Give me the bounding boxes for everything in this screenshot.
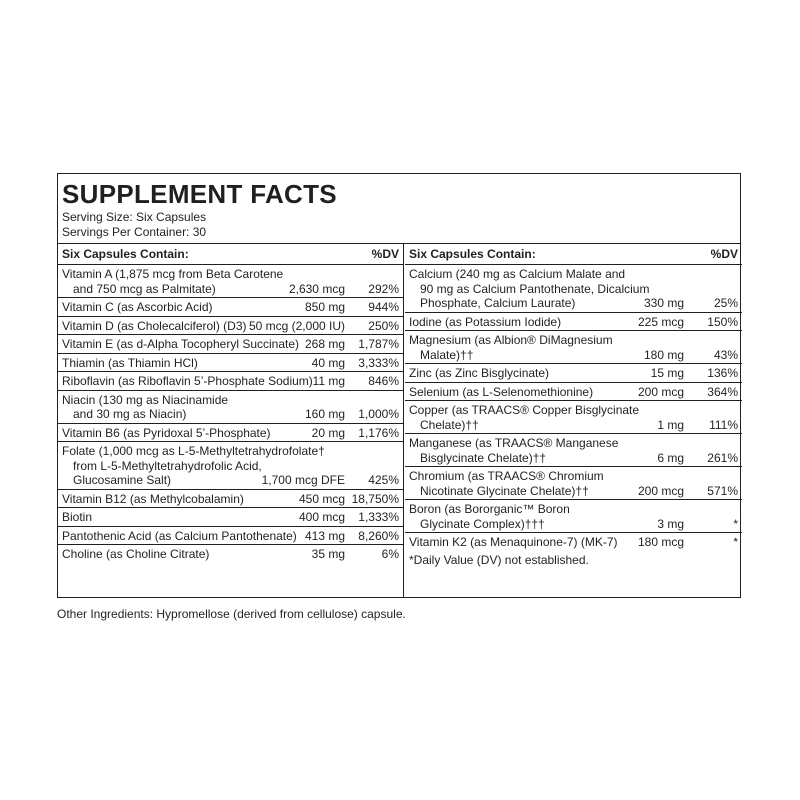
nutrient-daily-value: 3,333%: [358, 355, 399, 370]
nutrient-amount: 6 mg: [657, 450, 684, 465]
nutrient-daily-value: 425%: [368, 473, 399, 487]
left-header-label: Six Capsules Contain:: [62, 247, 189, 261]
nutrient-daily-value: 136%: [707, 366, 738, 380]
nutrient-name-line: Glucosamine Salt): [73, 473, 172, 487]
nutrient-name-line: Choline (as Choline Citrate): [62, 547, 210, 561]
nutrient-row: [58, 508, 403, 527]
nutrient-daily-value: 1,787%: [358, 337, 399, 351]
nutrient-row: [405, 533, 742, 551]
nutrient-amount: 1,700 mcg DFE: [261, 473, 345, 487]
nutrient-daily-value: 250%: [368, 318, 399, 333]
nutrient-name-line: Manganese (as TRAACS® Manganese: [409, 436, 619, 450]
serving-size: Serving Size: Six Capsules: [62, 210, 207, 224]
nutrient-daily-value: 1,000%: [358, 407, 399, 421]
right-nutrient-rows: [405, 265, 742, 551]
servings-per-container: Servings Per Container: 30: [62, 225, 207, 239]
nutrient-amount: 180 mcg: [637, 535, 684, 549]
nutrient-name-line: Boron (as Bororganic™ Boron: [409, 502, 570, 516]
nutrient-row: [405, 434, 742, 467]
nutrient-amount: 400 mcg: [298, 510, 345, 524]
nutrient-daily-value: 6%: [381, 547, 399, 561]
nutrient-amount: 35 mg: [311, 547, 345, 561]
nutrient-name-line: Thiamin (as Thiamin HCl): [62, 355, 198, 370]
dv-footnote: *Daily Value (DV) not established.: [409, 552, 589, 567]
nutrient-row: [58, 265, 403, 298]
nutrient-row: [58, 391, 403, 424]
nutrient-row: [58, 424, 403, 443]
nutrient-name-line: Niacin (130 mg as Niacinamide: [62, 392, 229, 407]
nutrient-name-line: Chromium (as TRAACS® Chromium: [409, 469, 604, 483]
nutrient-amount: 15 mg: [650, 366, 684, 380]
nutrient-amount: 413 mg: [304, 528, 345, 543]
right-column-header: [405, 244, 742, 265]
nutrient-row: [405, 313, 742, 332]
nutrient-amount: 200 mcg: [637, 483, 684, 498]
nutrient-amount: 850 mg: [304, 300, 345, 314]
nutrient-name-line: Vitamin E (as d-Alpha Tocopheryl Succinate): [62, 337, 300, 351]
nutrient-daily-value: 364%: [707, 384, 738, 399]
nutrient-amount: 268 mg: [304, 337, 345, 351]
nutrient-row: [58, 335, 403, 354]
nutrient-daily-value: 25%: [713, 296, 738, 310]
nutrient-name-line: Magnesium (as Albion® DiMagnesium: [409, 333, 613, 347]
nutrient-row: [58, 442, 403, 490]
column-divider: [403, 243, 404, 597]
nutrient-daily-value: 571%: [707, 483, 738, 498]
nutrient-daily-value: 292%: [368, 281, 399, 296]
nutrient-name-line: Vitamin C (as Ascorbic Acid): [62, 300, 213, 314]
nutrient-row: [58, 354, 403, 373]
nutrient-name-line: Calcium (240 mg as Calcium Malate and: [409, 267, 626, 281]
nutrient-row: [58, 298, 403, 317]
nutrient-name-line: Riboflavin (as Riboflavin 5’-Phosphate Sodium): [62, 374, 313, 388]
nutrient-row: [405, 383, 742, 402]
dv-footnote-row: [405, 551, 742, 569]
nutrient-name-line: Vitamin D (as Cholecalciferol) (D3): [62, 318, 247, 333]
nutrient-row: [405, 401, 742, 434]
nutrient-name-line: Pantothenic Acid (as Calcium Pantothenate): [62, 528, 297, 543]
nutrient-name-line: Vitamin K2 (as Menaquinone-7) (MK-7): [409, 535, 618, 549]
nutrient-row: [405, 364, 742, 383]
nutrient-row: [405, 467, 742, 500]
nutrient-name-line: Vitamin A (1,875 mcg from Beta Carotene: [62, 267, 284, 281]
nutrient-amount: 20 mg: [311, 425, 345, 440]
nutrient-daily-value: 8,260%: [358, 528, 399, 543]
nutrient-name-line: from L-5-Methyltetrahydrofolic Acid,: [73, 458, 262, 473]
nutrient-row: [58, 545, 403, 563]
nutrient-daily-value: *: [733, 535, 738, 549]
nutrient-row: [58, 527, 403, 546]
nutrient-name-line: Chelate)††: [420, 417, 479, 432]
nutrient-name-line: Nicotinate Glycinate Chelate)††: [420, 483, 589, 498]
nutrient-name-line: and 30 mg as Niacin): [73, 407, 187, 421]
nutrient-amount: 160 mg: [304, 407, 345, 421]
nutrient-amount: 50 mcg (2,000 IU): [248, 318, 345, 333]
left-column-header: [58, 244, 403, 265]
nutrient-daily-value: *: [733, 516, 738, 531]
nutrient-name-line: Folate (1,000 mcg as L-5-Methyltetrahydrofolate†: [62, 444, 325, 458]
nutrient-daily-value: 150%: [707, 314, 738, 329]
right-nutrient-column: [405, 244, 742, 568]
nutrient-name-line: Biotin: [62, 510, 93, 524]
nutrient-name-line: 90 mg as Calcium Pantothenate, Dicalcium: [420, 281, 650, 296]
nutrient-amount: 330 mg: [643, 296, 684, 310]
nutrient-daily-value: 846%: [368, 374, 399, 388]
nutrient-daily-value: 43%: [713, 347, 738, 362]
right-dv-header: %DV: [710, 247, 738, 261]
nutrient-row: [405, 331, 742, 364]
nutrient-amount: 2,630 mcg: [288, 281, 345, 296]
nutrient-amount: 11 mg: [312, 374, 345, 388]
nutrient-daily-value: 944%: [368, 300, 399, 314]
nutrient-name-line: Zinc (as Zinc Bisglycinate): [409, 366, 550, 380]
right-header-label: Six Capsules Contain:: [409, 247, 536, 261]
nutrient-amount: 450 mcg: [298, 491, 345, 506]
nutrient-daily-value: 1,333%: [358, 510, 399, 524]
nutrient-amount: 225 mcg: [637, 314, 684, 329]
panel-title: SUPPLEMENT FACTS: [62, 179, 337, 209]
nutrient-name-line: and 750 mcg as Palmitate): [73, 281, 216, 296]
nutrient-name-line: Glycinate Complex)†††: [420, 516, 545, 531]
nutrient-amount: 3 mg: [657, 516, 684, 531]
nutrient-name-line: Selenium (as L-Selenomethionine): [409, 384, 594, 399]
left-dv-header: %DV: [371, 247, 399, 261]
left-nutrient-rows: [58, 265, 403, 563]
nutrient-daily-value: 261%: [707, 450, 738, 465]
nutrient-daily-value: 1,176%: [358, 425, 399, 440]
nutrient-row: [58, 372, 403, 391]
nutrient-name-line: Malate)††: [420, 347, 474, 362]
nutrient-row: [405, 265, 742, 313]
nutrient-amount: 180 mg: [643, 347, 684, 362]
nutrient-name-line: Bisglycinate Chelate)††: [420, 450, 547, 465]
nutrient-name-line: Vitamin B12 (as Methylcobalamin): [62, 491, 244, 506]
nutrient-row: [58, 317, 403, 336]
nutrient-amount: 200 mcg: [637, 384, 684, 399]
nutrient-row: [58, 490, 403, 509]
nutrient-daily-value: 111%: [709, 417, 738, 432]
nutrient-amount: 1 mg: [657, 417, 684, 432]
nutrient-name-line: Iodine (as Potassium Iodide): [409, 314, 562, 329]
nutrient-row: [405, 500, 742, 533]
nutrient-name-line: Copper (as TRAACS® Copper Bisglycinate: [409, 403, 640, 417]
other-ingredients: Other Ingredients: Hypromellose (derived from cellulose) capsule.: [57, 607, 406, 621]
nutrient-name-line: Phosphate, Calcium Laurate): [420, 296, 576, 310]
nutrient-daily-value: 18,750%: [351, 491, 399, 506]
nutrient-amount: 40 mg: [311, 355, 345, 370]
left-nutrient-column: [58, 244, 403, 563]
nutrient-name-line: Vitamin B6 (as Pyridoxal 5’-Phosphate): [62, 425, 271, 440]
supplement-facts-panel: [57, 173, 741, 598]
